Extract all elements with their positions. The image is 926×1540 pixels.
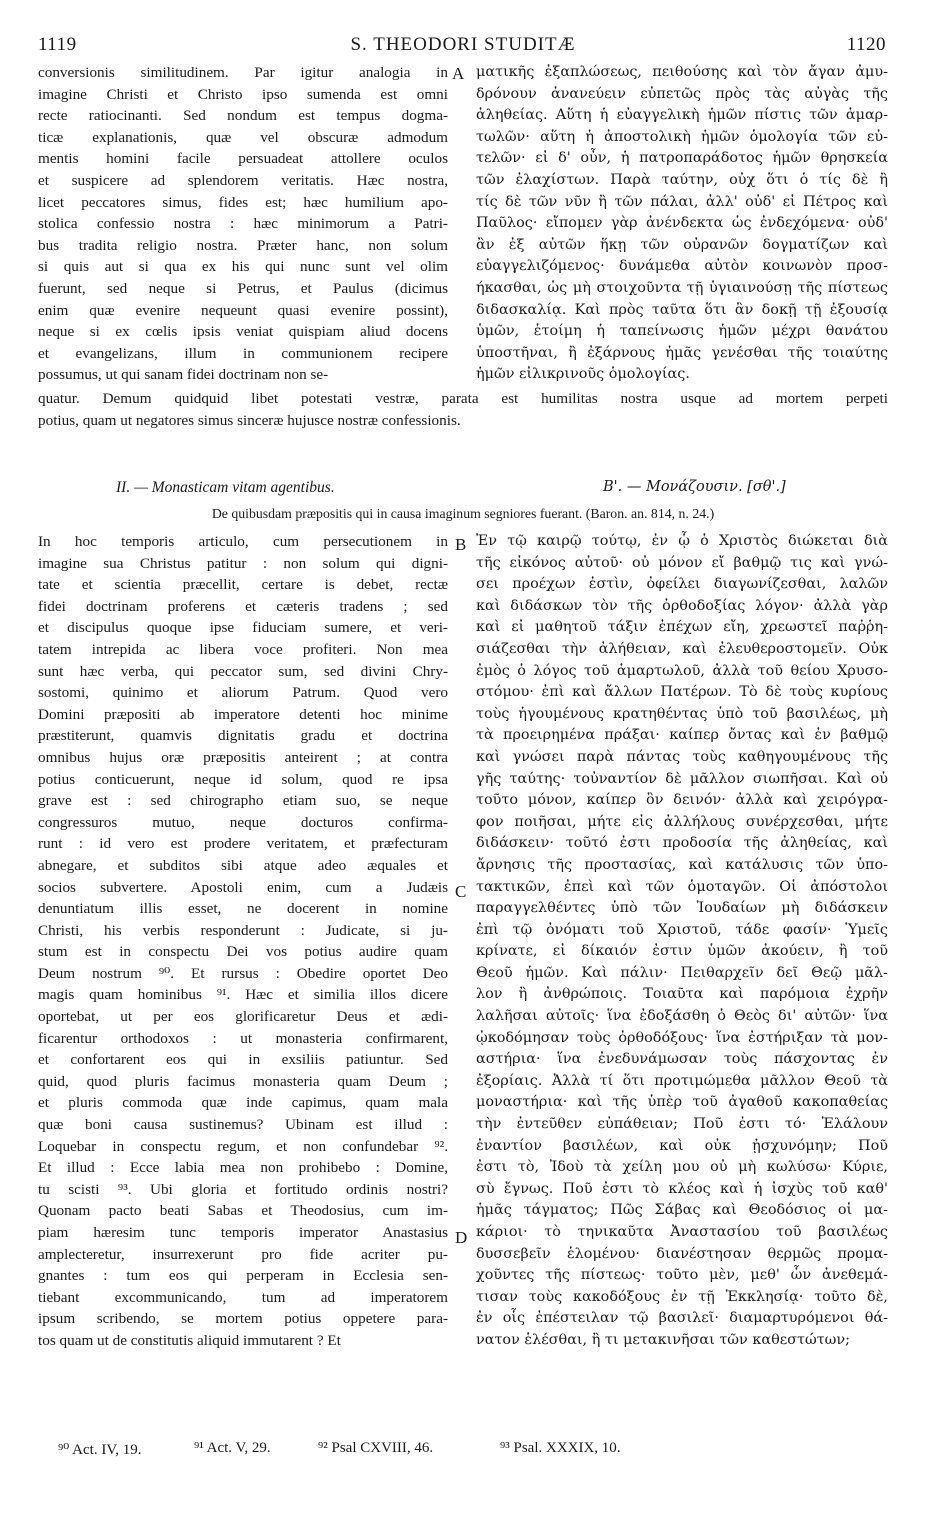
running-title: S. THEODORI STUDITÆ	[350, 34, 576, 55]
latin-line: imagine Christi et Christo ipso sumenda est omni	[38, 85, 448, 103]
greek-line: χοῦντες τῆς πίστεως· τοῦτο μὲν, μεθ' ὧν ἀνεθεμά-	[476, 1267, 888, 1284]
greek-line: διδάσκειν· τοῦτό ἐστι προδοσία τῆς ἀληθείας, καὶ	[476, 835, 888, 852]
greek-line: γῆς ταύτης· τοὐναντίον δὲ μᾶλλον σιωπῆσαι. Καὶ οὐ	[476, 770, 888, 787]
latin-line: conversionis similitudinem. Par igitur analogia in	[38, 64, 448, 81]
latin-line: Deum nostrum ⁹⁰. Et rursus : Obedire oportet Deo	[38, 964, 448, 982]
latin-line: gnantes : tum eos qui perperam in Ecclesia sen-	[38, 1267, 448, 1285]
greek-line: τῶν ἐλαχίστων. Παρὰ ταύτην, οὐχ ὅτι ὁ τίς δὲ ἢ	[476, 171, 888, 188]
margin-letter-a: A	[452, 64, 465, 83]
greek-line: τὰ προειρημένα πράξαι· καίπερ ὄντας καὶ ἐν βαθμῷ	[476, 727, 888, 744]
full-width-line: quatur. Demum quidquid libet potestati vestræ, parata est humilitas nostra usque ad mortem perpeti	[38, 390, 888, 407]
greek-line: ματικῆς ἐξαπλώσεως, πειθούσης καὶ τὸν ἄγαν ἀμυ-	[476, 64, 888, 80]
greek-line: ἡμῶν εἰλικρινοῦς ὁμολογίας.	[476, 366, 690, 383]
footnote-90: ⁹⁰ Act. IV, 19.	[58, 1442, 142, 1458]
latin-line: mentis homini facile persuadeat attollere oculos	[38, 150, 448, 168]
greek-line: δυσσεβεῖν ἑλομένου· διανέστησαν θερμῶς προμα-	[476, 1245, 888, 1262]
greek-line: ἐξορίαις. Ἀλλὰ τί ὅτι προτιμώμεθα μᾶλλον Θεοῦ τὰ	[476, 1072, 888, 1089]
greek-line: τοὺς ἡγουμένους κρατηθέντας ὑπὸ τοῦ βασιλέως, μὴ	[476, 705, 888, 722]
greek-line: αστήρια· ἵνα ἐνεδυνάμωσαν τοὺς πάσχοντας ἐν	[476, 1051, 888, 1068]
latin-line: tos quam ut de constitutis aliquid immutarent ? Et	[38, 1331, 341, 1349]
greek-line: λον ἢ ἀνθρώποις. Τοιαῦτα καὶ παρόμοια ἐχρῆν	[476, 986, 888, 1003]
page-number-left: 1119	[38, 34, 77, 55]
latin-column-bottom	[38, 531, 448, 1352]
latin-line: enim quæ evenire nequeunt quasi evenire possint),	[38, 301, 448, 319]
latin-line: stum est in conspectu Dei vos potius audire quam	[38, 943, 448, 961]
section-heading-latin: II. — Monasticam vitam agentibus.	[116, 479, 335, 496]
greek-line: τακτικῶν, ἐπεὶ καὶ τῶν ὁμοταγῶν. Οἱ ἀπόστολοι	[476, 878, 888, 895]
greek-line: ἀληθείας. Αὕτη ἡ εὐαγγελικὴ ἡμῶν πίστις τῶν ἁμαρ-	[476, 107, 888, 124]
latin-line: omnibus hujus oræ præpositis anteirent ; at contra	[38, 748, 448, 766]
section-subheading: De quibusdam præpositis qui in causa imaginum segniores fuerant. (Baron. an. 814, n. 24.)	[211, 506, 715, 521]
latin-line: piam hæresim tunc temporis imperator Anastasius	[38, 1224, 448, 1241]
margin-letter-b: B	[455, 535, 467, 554]
latin-line: Loquebar in conspectu regum, et non confundebar ⁹².	[38, 1137, 448, 1155]
greek-line: τῆς εἰκόνος αὐτοῦ· οὐ μόνον εἴ βαθμῷ τις καὶ γνώ-	[476, 554, 888, 571]
latin-line: socios subvertere. Apostoli enim, cum a Judæis	[38, 878, 448, 896]
latin-line: fuerunt, sed neque si Petrus, et Paulus (dicimus	[38, 279, 448, 297]
latin-line: tu scisti ⁹³. Ubi gloria et fortitudo ordinis nostri?	[38, 1180, 448, 1198]
margin-letter-d: D	[455, 1228, 468, 1247]
greek-column-top	[476, 62, 888, 386]
greek-line: στόμου· ἐπὶ καὶ ἄλλων Πατέρων. Τὸ δὲ τοὺς κυρίους	[476, 684, 888, 701]
latin-line: potius conticuerunt, neque id solum, quod re ipsa	[38, 770, 448, 788]
latin-line: quid, quod pluris facimus monasteria quam Deum ;	[38, 1072, 448, 1090]
greek-line: νατον ἑλέσθαι, ἢ τι μετακινῆσαι τῶν καθεστώτων;	[476, 1331, 850, 1348]
latin-line: tate et scientia præcellit, certare is debet, rectæ	[38, 576, 448, 594]
greek-column-bottom	[476, 531, 888, 1352]
latin-line: neque si ex cœlis ipsis veniat quispiam aliud docens	[38, 323, 448, 341]
latin-line: si quis aut si qua ex his qui nunc sunt vel olim	[38, 258, 448, 276]
latin-line: bus tradita religio nostra. Præter hanc, non solum	[38, 236, 448, 254]
latin-column-top	[38, 62, 448, 386]
greek-line: ἐστι τὸ, Ἰδοὺ τὰ χείλη μου οὐ μὴ κωλύσω· Κύριε,	[476, 1159, 888, 1176]
latin-line: licet peccatores simus, fides est; hæc humilium apo-	[38, 193, 448, 211]
latin-line: amplecteretur, insurrexerunt pro fide acriter pu-	[38, 1245, 448, 1263]
greek-line: τελῶν· εἰ δ' οὖν, ἡ πατροπαράδοτος ἡμῶν θρησκεία	[476, 150, 888, 167]
latin-line: recte ratiocinanti. Sed nondum est tempus dogma-	[38, 107, 448, 125]
latin-line: ticæ explanationis, quæ vel obscuræ admodum	[38, 128, 448, 146]
footnote-93: ⁹³ Psal. XXXIX, 10.	[500, 1440, 621, 1456]
greek-line: ήκασθαι, ὡς μὴ στοιχοῦντα τῇ ὑγιαινούσῃ τῆς πίστεως	[476, 279, 888, 296]
greek-line: ἐναντίον βασιλέων, καὶ οὐκ ᾐσχυνόμην; Ποῦ	[476, 1137, 888, 1154]
latin-line: abnegare, et subditos sibi atque adeo æquales et	[38, 856, 448, 874]
latin-line: In hoc temporis articulo, cum persecutionem in	[38, 533, 448, 550]
latin-line: Et illud : Ecce labia mea non prohibebo : Domine,	[38, 1159, 448, 1177]
section-heading-greek: Β'. — Μονάζουσιν. [σθ'.]	[603, 479, 786, 495]
greek-line: τισαν τοὺς κακοδόξους ἐν τῇ Ἐκκλησίᾳ· τοῦτο δὲ,	[476, 1288, 888, 1305]
greek-line: τωλῶν· αὕτη ἡ ἀποστολικὴ ἡμῶν ὁμολογία τῶν εὐ-	[476, 128, 888, 145]
page-number-right: 1120	[846, 34, 886, 55]
latin-line: et evangelizans, illum in communionem recipere	[38, 344, 448, 362]
greek-line: ᾠκοδόμησαν τοὺς ὀρθοδόξους· ἵνα ἐστήριξαν τὰ μον-	[476, 1029, 888, 1046]
greek-line: Ἐν τῷ καιρῷ τούτῳ, ἐν ᾧ ὁ Χριστὸς διώκεται διὰ	[476, 533, 888, 549]
latin-line: denuntiatum illis esset, ne docerent in nomine	[38, 900, 448, 918]
greek-line: ὑποστῆναι, ἢ ἐξάρνους ἡμᾶς γενέσθαι τῆς τοιαύτης	[476, 344, 888, 361]
greek-line: σιάζεσθαι τὴν ἀλήθειαν, καὶ ἐλευθεροστομεῖν. Οὐκ	[476, 640, 888, 657]
greek-line: ἐν οἷς ἐπέστειλαν τῷ βασιλεῖ· διαμαρτυρόμενοι θά-	[476, 1310, 888, 1327]
greek-line: καὶ γνώσει παρὰ πάντας τοὺς καθηγουμένους τῆς	[476, 748, 888, 765]
greek-line: ἂν ἐξ αὐτῶν ἥκῃ τῶν οὐρανῶν δογματίζων καὶ	[476, 236, 888, 253]
footnote-92: ⁹² Psal CXVIII, 46.	[318, 1440, 434, 1456]
latin-line: et discipulus quoque ipse fiduciam sumere, et veri-	[38, 619, 448, 637]
latin-line: sostomi, quinimo et aliorum Patrum. Quod vero	[38, 684, 448, 702]
greek-line: καὶ εἰ μαθητοῦ τάξιν ἐπέχων εἴη, χρεωστεῖ παῤῥη-	[476, 619, 888, 636]
latin-line: ficarentur orthodoxos : ut monasteria confirmarent,	[38, 1029, 448, 1047]
latin-line: et pluris commoda quæ inde capimus, quam mala	[38, 1094, 448, 1112]
greek-line: παραγγελθέντες ὑπὸ τῶν Ἰουδαίων μὴ διδάσκειν	[476, 900, 888, 917]
greek-line: σὺ ἔγνως. Ποῦ ἐστι τὸ κλέος καὶ ἡ ἰσχὺς τοῦ καθ'	[476, 1180, 888, 1197]
latin-line: stolica confessio nostra : hæc minimorum a Patri-	[38, 215, 448, 233]
latin-line: Domini præpositi ab imperatore detenti hoc minime	[38, 705, 448, 723]
latin-line: et confortarent eos qui in exsiliis patiuntur. Sed	[38, 1051, 448, 1069]
margin-letter-c: C	[455, 882, 467, 901]
latin-line: sunt hæc verba, qui peccator sum, sed divini Chry-	[38, 662, 448, 680]
greek-line: τὴν ἐντεῦθεν εὐπάθειαν; Ποῦ ἐστι τό· Ἐλάλουν	[476, 1116, 888, 1133]
latin-line: ipsum scribendo, se mortem potius oppetere para-	[38, 1310, 448, 1328]
latin-line: oportebat, ut per eos glorificaretur Deus et ædi-	[38, 1008, 448, 1026]
greek-line: μοναστήρια· καὶ τῆς ὑπὲρ τοῦ ἀγαθοῦ κακοπαθείας	[476, 1094, 888, 1111]
latin-line: imagine sua Christus patitur : non solum qui digni-	[38, 554, 448, 572]
greek-line: ἐμὸς ὁ λόγος τοῦ ἁμαρτωλοῦ, ἀλλὰ τοῦ θείου Χρυσο-	[476, 662, 888, 679]
greek-line: ἐπὶ τῷ ὀνόματι τοῦ Χριστοῦ, τάδε φασίν· Ὑμεῖς	[476, 921, 888, 938]
greek-line: εὐαγγελιζόμενος· δυνάμεθα αὐτὸν κοινωνὸν προσ-	[476, 258, 888, 275]
greek-line: ἡμᾶς τάγματος; Πῶς Σάβας καὶ Θεοδόσιος οἱ μα-	[476, 1202, 888, 1219]
latin-line: possumus, ut qui sanam fidei doctrinam non se-	[38, 366, 329, 384]
greek-line: Παῦλος· εἴπομεν γὰρ ἀνένδεκτα ὡς ἐνδεχόμενα· οὐδ'	[476, 215, 888, 232]
latin-line: quæ boni causa sustinemus? Ubinam est illud :	[38, 1116, 448, 1134]
greek-line: φον ποιῆσαι, μήτε εἰς ἀλλήλους συνέρχεσθαι, μήτε	[476, 813, 888, 830]
latin-line: tiebant excommunicando, tum ad imperatorem	[38, 1288, 448, 1306]
greek-line: Θεοῦ ἡμῶν. Καὶ πάλιν· Πειθαρχεῖν δεῖ Θεῷ μᾶλ-	[476, 964, 888, 981]
latin-line: congressuros mutuo, neque docturos confirma-	[38, 813, 448, 831]
greek-line: διδασκαλίᾳ. Καὶ πρὸς ταῦτα ὅτι ἂν δοκῇ τῇ ἐξουσίᾳ	[476, 301, 888, 318]
greek-line: κρίνατε, εἰ δίκαιόν ἐστιν ὑμῶν ἀκούειν, ἢ τοῦ	[476, 943, 888, 960]
greek-line: τοῦτο μόνον, καίπερ ὂν δεινόν· ἀλλὰ καὶ χειρόγρα-	[476, 792, 888, 809]
latin-line: tatem intrepida ac libera voce profiteri. Non mea	[38, 640, 448, 658]
full-width-line: potius, quam ut negatores simus sinceræ hujusce nostræ confessionis.	[38, 411, 461, 429]
greek-line: ὑμῶν, ἑτοίμη ἡ ταπείνωσις ἡμῶν μέχρι θανάτου	[476, 323, 888, 340]
latin-line: magis quam hominibus ⁹¹. Hæc et similia illos dicere	[38, 986, 448, 1004]
latin-line: fidei doctrinam proferens et cæteris tradens ; sed	[38, 597, 448, 615]
greek-line: λαλῆσαι αὐτοῖς· ἵνα ἐδοξάσθη ὁ Θεὸς δι' αὐτῶν· ἵνα	[476, 1008, 888, 1025]
greek-line: δρόνουν ἀνανεύειν εὐπετῶς πρὸς τὰς αὐγὰς τῆς	[476, 85, 888, 102]
latin-line: Christi, his verbis responderunt : Judicate, si ju-	[38, 921, 448, 939]
greek-line: τίς δὲ τῶν νῦν ἢ τῶν πάλαι, ἀλλ' οὐδ' εἰ Πέτρος καὶ	[476, 193, 888, 210]
greek-line: σει προέχων ἐστὶν, ὀφείλει διαγωνίζεσθαι, λαλῶν	[476, 576, 888, 593]
latin-line: Quonam pacto beati Sabas et Theodosius, cum im-	[38, 1202, 448, 1220]
full-width-paragraph	[38, 388, 888, 431]
footnote-91: ⁹¹ Act. V, 29.	[194, 1440, 271, 1456]
greek-line: κάριοι· τὸ τηνικαῦτα Ἀναστασίου τοῦ βασιλέως	[476, 1224, 888, 1240]
greek-line: καὶ διδάσκων τὸν τῆς ὀρθοδοξίας λόγον· ἀλλὰ γὰρ	[476, 597, 888, 614]
latin-line: præstiterunt, quamvis dignitatis gradu et doctrina	[38, 727, 448, 745]
greek-line: ἄρνησις τῆς προστασίας, καὶ κατάλυσις τῶν ὑπο-	[476, 856, 888, 873]
latin-line: et suspicere ad splendorem veritatis. Hæc nostra,	[38, 171, 448, 189]
latin-line: runt : id vero est prodere veritatem, et præfecturam	[38, 835, 448, 853]
latin-line: grave est : sed chirographo etiam suo, se neque	[38, 792, 448, 810]
